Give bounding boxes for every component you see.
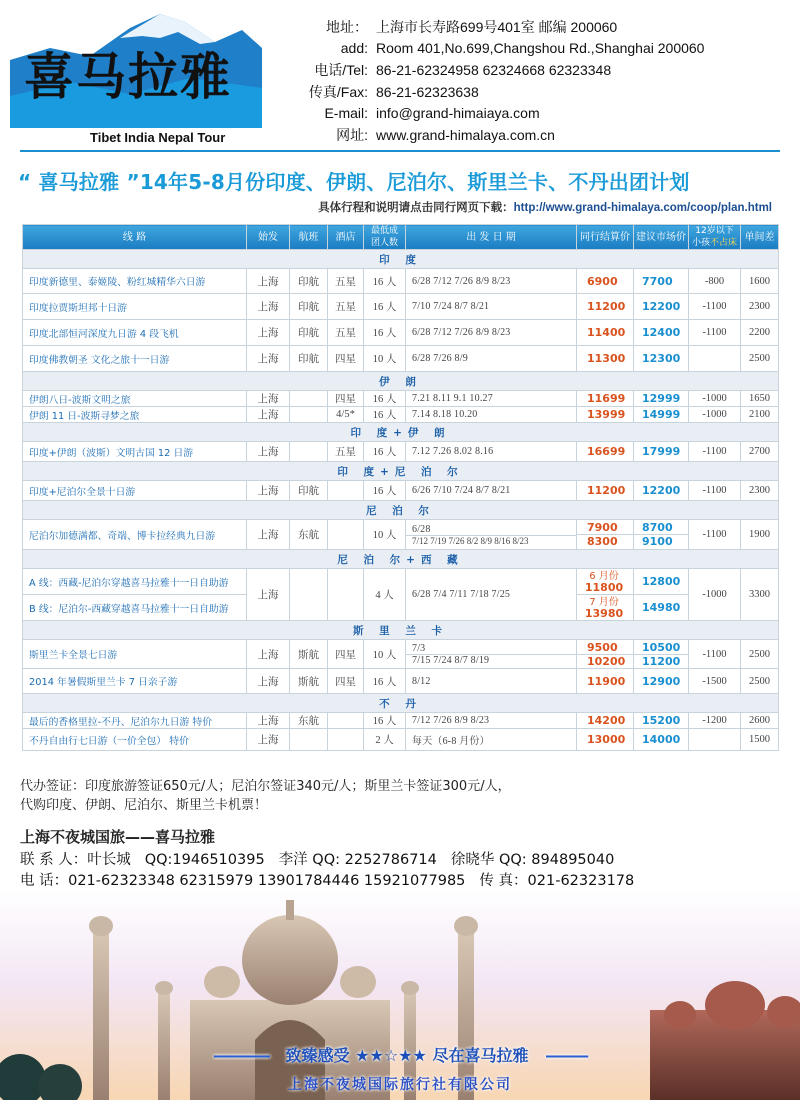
section-row: 斯 里 兰 卡 [23, 621, 779, 640]
table-row: 尼泊尔加德满都、奇端、博卡拉经典九日游 上海 东航 10 人 6/28 7/12 7/19 7/26 8/2 8/9 8/16 8/23 7900 8300 8700 9100 -1100 1900 [23, 520, 779, 550]
logo-chinese-text: 喜马拉雅 [24, 47, 232, 106]
logo-english-text: Tibet India Nepal Tour [90, 130, 226, 145]
table-row: 伊朗八日-波斯文明之旅 上海 四星 16 人 7.21 8.11 9.1 10.27 11699 12999 -1000 1650 [23, 391, 779, 407]
contact-address: 地址： 上海市长寿路699号401室 邮编 200060 [326, 18, 618, 35]
table-row: 印度拉贾斯坦邦十日游 上海 印航 五星 16 人 7/10 7/24 8/7 8/21 11200 12200 -1100 2300 [23, 294, 779, 320]
table-row: 印度北部恒河深度九日游 4 段飞机 上海 印航 五星 16 人 6/28 7/12 7/26 8/9 8/23 11400 12400 -1100 2200 [23, 320, 779, 346]
section-row: 印 度+伊 朗 [23, 423, 779, 442]
table-row: 最后的香格里拉-不丹、尼泊尔九日游 特价 上海 东航 16 人 7/12 7/26 8/9 8/23 14200 15200 -1200 2600 [23, 713, 779, 729]
rating-stars-icon: ★★☆★★ [355, 1046, 427, 1065]
table-row: 斯里兰卡全景七日游 上海 斯航 四星 10 人 7/3 7/15 7/24 8/7 8/19 9500 10200 10500 11200 -1100 2500 [23, 640, 779, 669]
col-hotel: 酒店 [328, 225, 364, 250]
logo [10, 8, 262, 148]
section-row: 印 度 [23, 250, 779, 269]
slogan: ———— 致臻感受 ★★☆★★ 尽在喜马拉雅 ——— [212, 1046, 588, 1065]
page-title: “ 喜马拉雅 ”14年5-8月份印度、伊朗、尼泊尔、斯里兰卡、不丹出团计划 [18, 170, 690, 194]
taj-mahal-icon [0, 890, 800, 1100]
col-depart: 始发 [247, 225, 290, 250]
contact-website: 网址: www.grand-himalaya.com.cn [336, 126, 555, 143]
contact-fax: 传真/Fax: 86-21-62323638 [308, 83, 479, 100]
col-route: 线 路 [23, 225, 247, 250]
table-header [23, 225, 779, 250]
section-row: 不 丹 [23, 694, 779, 713]
contact-block [292, 16, 792, 146]
contact-address-en: add: Room 401,No.699,Changshou Rd.,Shanghai 200060 [340, 40, 705, 57]
col-market-price: 建议市场价 [634, 225, 689, 250]
contact-phones: 电 话：021-62323348 62315979 13901784446 15921077985 传 真：021-62323178 [20, 873, 635, 889]
table-row: 印度+尼泊尔全景十日游 上海 印航 16 人 6/26 7/10 7/24 8/7 8/21 11200 12200 -1100 2300 [23, 481, 779, 501]
table-row: 伊朗 11 日-波斯寻梦之旅 上海 4/5* 16 人 7.14 8.18 10.20 13999 14999 -1000 2100 [23, 407, 779, 423]
table-row: 印度+伊朗（波斯）文明古国 12 日游 上海 五星 16 人 7.12 7.26 8.02 8.16 16699 17999 -1100 2700 [23, 442, 779, 462]
agency-name: 上海不夜城国旅——喜马拉雅 [20, 828, 216, 846]
subtitle: 具体行程和说明请点击同行网页下载：http://www.grand-himalaya.com/coop/plan.html [318, 202, 772, 214]
table-row: 2014 年暑假斯里兰卡 7 日亲子游 上海 斯航 四星 16 人 8/12 11900 12900 -1500 2500 [23, 669, 779, 694]
table-row: 印度新德里、泰姬陵、粉红城精华六日游 上海 印航 五星 16 人 6/28 7/12 7/26 8/9 8/23 6900 7700 -800 1600 [23, 269, 779, 294]
table-row: B 线：尼泊尔-西藏穿越喜马拉雅十一日自助游 7 月份 13980 14980 [23, 595, 779, 621]
visa-note: 代办签证：印度旅游签证650元/人；尼泊尔签证340元/人；斯里兰卡签证300元/人， 代购印度、伊朗、尼泊尔、斯里兰卡机票！ [20, 779, 511, 813]
plan-link[interactable]: http://www.grand-himalaya.com/coop/plan.html [513, 202, 772, 214]
col-peer-price: 同行结算价 [577, 225, 634, 250]
col-flight: 航班 [290, 225, 328, 250]
contact-tel: 电话/Tel: 86-21-62324958 62324668 62323348 [314, 61, 612, 78]
section-row: 印 度+尼 泊 尔 [23, 462, 779, 481]
section-row: 尼 泊 尔 [23, 501, 779, 520]
col-dates: 出 发 日 期 [406, 225, 577, 250]
table-row: A 线：西藏-尼泊尔穿越喜马拉雅十一日自助游 上海 4 人 6/28 7/4 7/11 7/18 7/25 6 月份 11800 12800 -1000 3300 [23, 569, 779, 595]
section-row: 尼 泊 尔+西 藏 [23, 550, 779, 569]
contact-email: E-mail: info@grand-himaiaya.com [324, 105, 540, 122]
table-row: 不丹自由行七日游（一价全包） 特价 上海 2 人 每天（6-8 月份） 13000 14000 1500 [23, 729, 779, 751]
contact-persons: 联 系 人：叶长城 QQ:1946510395 李洋 QQ: 2252786714 徐晓华 QQ: 894895040 [20, 852, 615, 868]
company-name: 上海不夜城国际旅行社有限公司 [288, 1077, 512, 1093]
header-divider [20, 150, 780, 152]
table-row: 印度佛教朝圣 文化之旅十一日游 上海 印航 四星 10 人 6/28 7/26 8/9 11300 12300 2500 [23, 346, 779, 372]
col-child: 12岁以下 小孩不占床 [689, 225, 741, 250]
col-single: 单间差 [741, 225, 779, 250]
taj-mahal-scenery [0, 890, 800, 1100]
section-row: 伊 朗 [23, 372, 779, 391]
col-min-group: 最低成 团人数 [364, 225, 406, 250]
tour-schedule-table [22, 224, 779, 751]
